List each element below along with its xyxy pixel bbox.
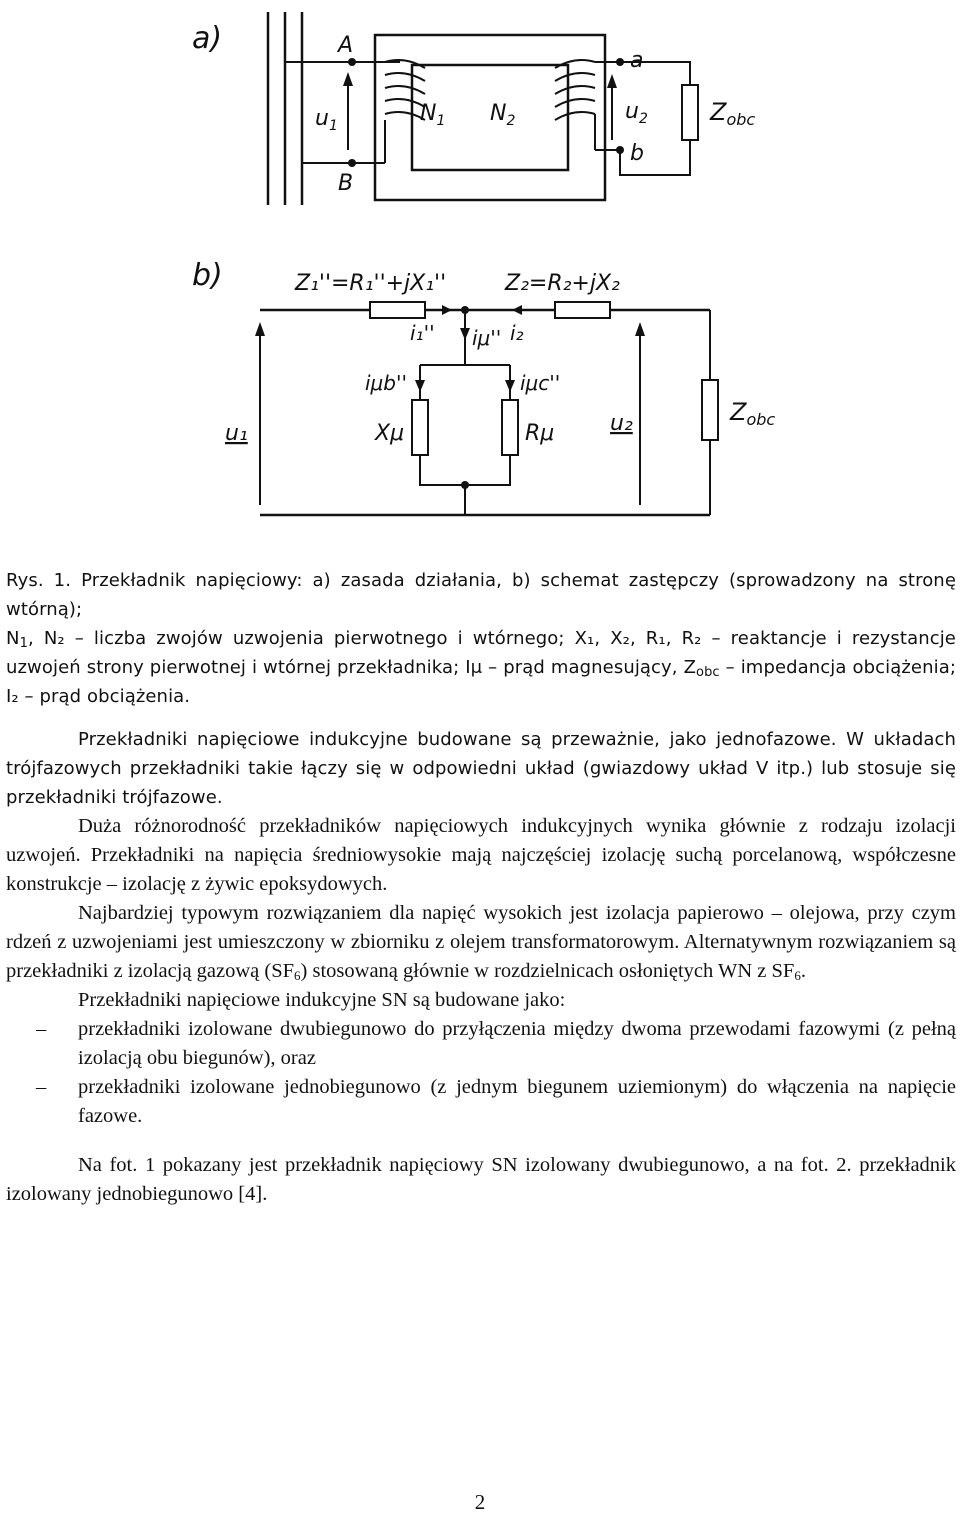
z1-impedance	[370, 302, 425, 318]
rmu-element	[502, 400, 518, 455]
imuc-label: iμc''	[520, 371, 561, 395]
circuit-diagram	[180, 0, 800, 550]
caption-legend: $N_1$, N₂ – liczba zwojów uzwojenia pierwotnego i wtórnego; X₁, X₂, R₁, R₂ – reaktancje i rezystancje uzwojeń strony pierwotnej i wtórnej przekładnika; Iμ – prąd magnesujący, $Z_{obc}$ – impedancja obciążenia; I₂ – prąd obciążenia.	[6, 628, 956, 707]
paragraph-2: Duża różnorodność przekładników napięciowych indukcyjnych wynika głównie z rodzaju izolacji uzwojeń. Przekładniki na napięcia średniowysokie mają najczęściej izolację suchą porcelanową, współczesne konstrukcje – izolację z żywic epoksydowych.	[6, 815, 956, 895]
list-item: – przekładniki izolowane dwubiegunowo do przyłączenia między dwoma przewodami fazowymi (z pełną izolacją obu biegunów), oraz	[36, 1018, 956, 1069]
secondary-winding	[555, 60, 595, 120]
imu-label: iμ''	[472, 326, 502, 350]
circuit-figure	[180, 0, 800, 550]
paragraph-4: Przekładniki napięciowe indukcyjne SN są budowane jako:	[78, 989, 566, 1011]
paragraph-5: Na fot. 1 pokazany jest przekładnik napięciowy SN izolowany dwubiegunowo, a na fot. 2. przekładnik izolowany jednobiegunowo [4].	[6, 1154, 956, 1205]
z2-impedance	[555, 302, 610, 318]
page-number: 2	[474, 1490, 486, 1514]
terminal-A-label: A	[338, 33, 354, 58]
zobc-label-a: $Z_{obc}$	[710, 98, 756, 129]
caption-line-1: Rys. 1. Przekładnik napięciowy: a) zasada działania, b) schemat zastępczy (sprowadzony na stronę wtórną);	[6, 570, 956, 620]
terminal-b-label: b	[630, 141, 644, 166]
paragraph-3: Najbardziej typowym rozwiązaniem dla napięć wysokich jest izolacja papierowo – olejowa, przy czym rdzeń z uzwojeniami jest umieszczony w zbiorniku z olejem transformatorowym. Alternatywnym rozwiązaniem są przekładniki z izolacją gazową $(SF_6)$ stosowaną głównie w rozdzielnicach osłoniętych WN z $SF_6$.	[6, 902, 956, 983]
list-item: – przekładniki izolowane jednobiegunowo (z jednym biegunem uziemionym) do włączenia na napięcie fazowe.	[36, 1076, 956, 1127]
u1-arrowhead	[343, 72, 353, 86]
rmu-label: Rμ	[525, 421, 555, 446]
z2-formula: Z₂=R₂+jX₂	[505, 271, 620, 296]
imub-label: iμb''	[365, 371, 407, 395]
u2-label-b: u₂	[610, 411, 633, 436]
z1-formula: Z₁''=R₁''+jX₁''	[295, 271, 447, 296]
N2-label: $N_2$	[490, 101, 516, 129]
figure-caption	[6, 566, 956, 711]
terminal-B-label: B	[338, 171, 354, 196]
xmu-element	[412, 400, 428, 455]
xmu-label: Xμ	[375, 421, 405, 446]
i2-label: i₂	[510, 321, 524, 345]
load-resistor-b	[702, 380, 718, 440]
terminal-a-label: a	[630, 48, 644, 73]
u2-label-a: $u_2$	[625, 99, 648, 127]
N1-label: $N_1$	[420, 101, 446, 129]
text-block	[6, 566, 956, 1209]
paragraph-1: Przekładniki napięciowe indukcyjne budowane są przeważnie, jako jednofazowe. W układach trójfazowych przekładniki takie łączy się w odpowiedni układ (gwiazdowy układ V itp.) lub stosuje się przekładniki trójfazowe.	[6, 729, 956, 808]
zobc-label-b: $Z_{obc}$	[730, 398, 776, 429]
primary-winding	[385, 60, 425, 120]
u1-label-a: $u_1$	[315, 106, 338, 134]
u1-label-b: u₁	[225, 421, 248, 446]
i1-label: i₁''	[410, 321, 435, 345]
load-resistor-a	[682, 85, 698, 140]
panel-b-label: b)	[192, 258, 223, 293]
panel-a-label: a)	[192, 21, 223, 56]
